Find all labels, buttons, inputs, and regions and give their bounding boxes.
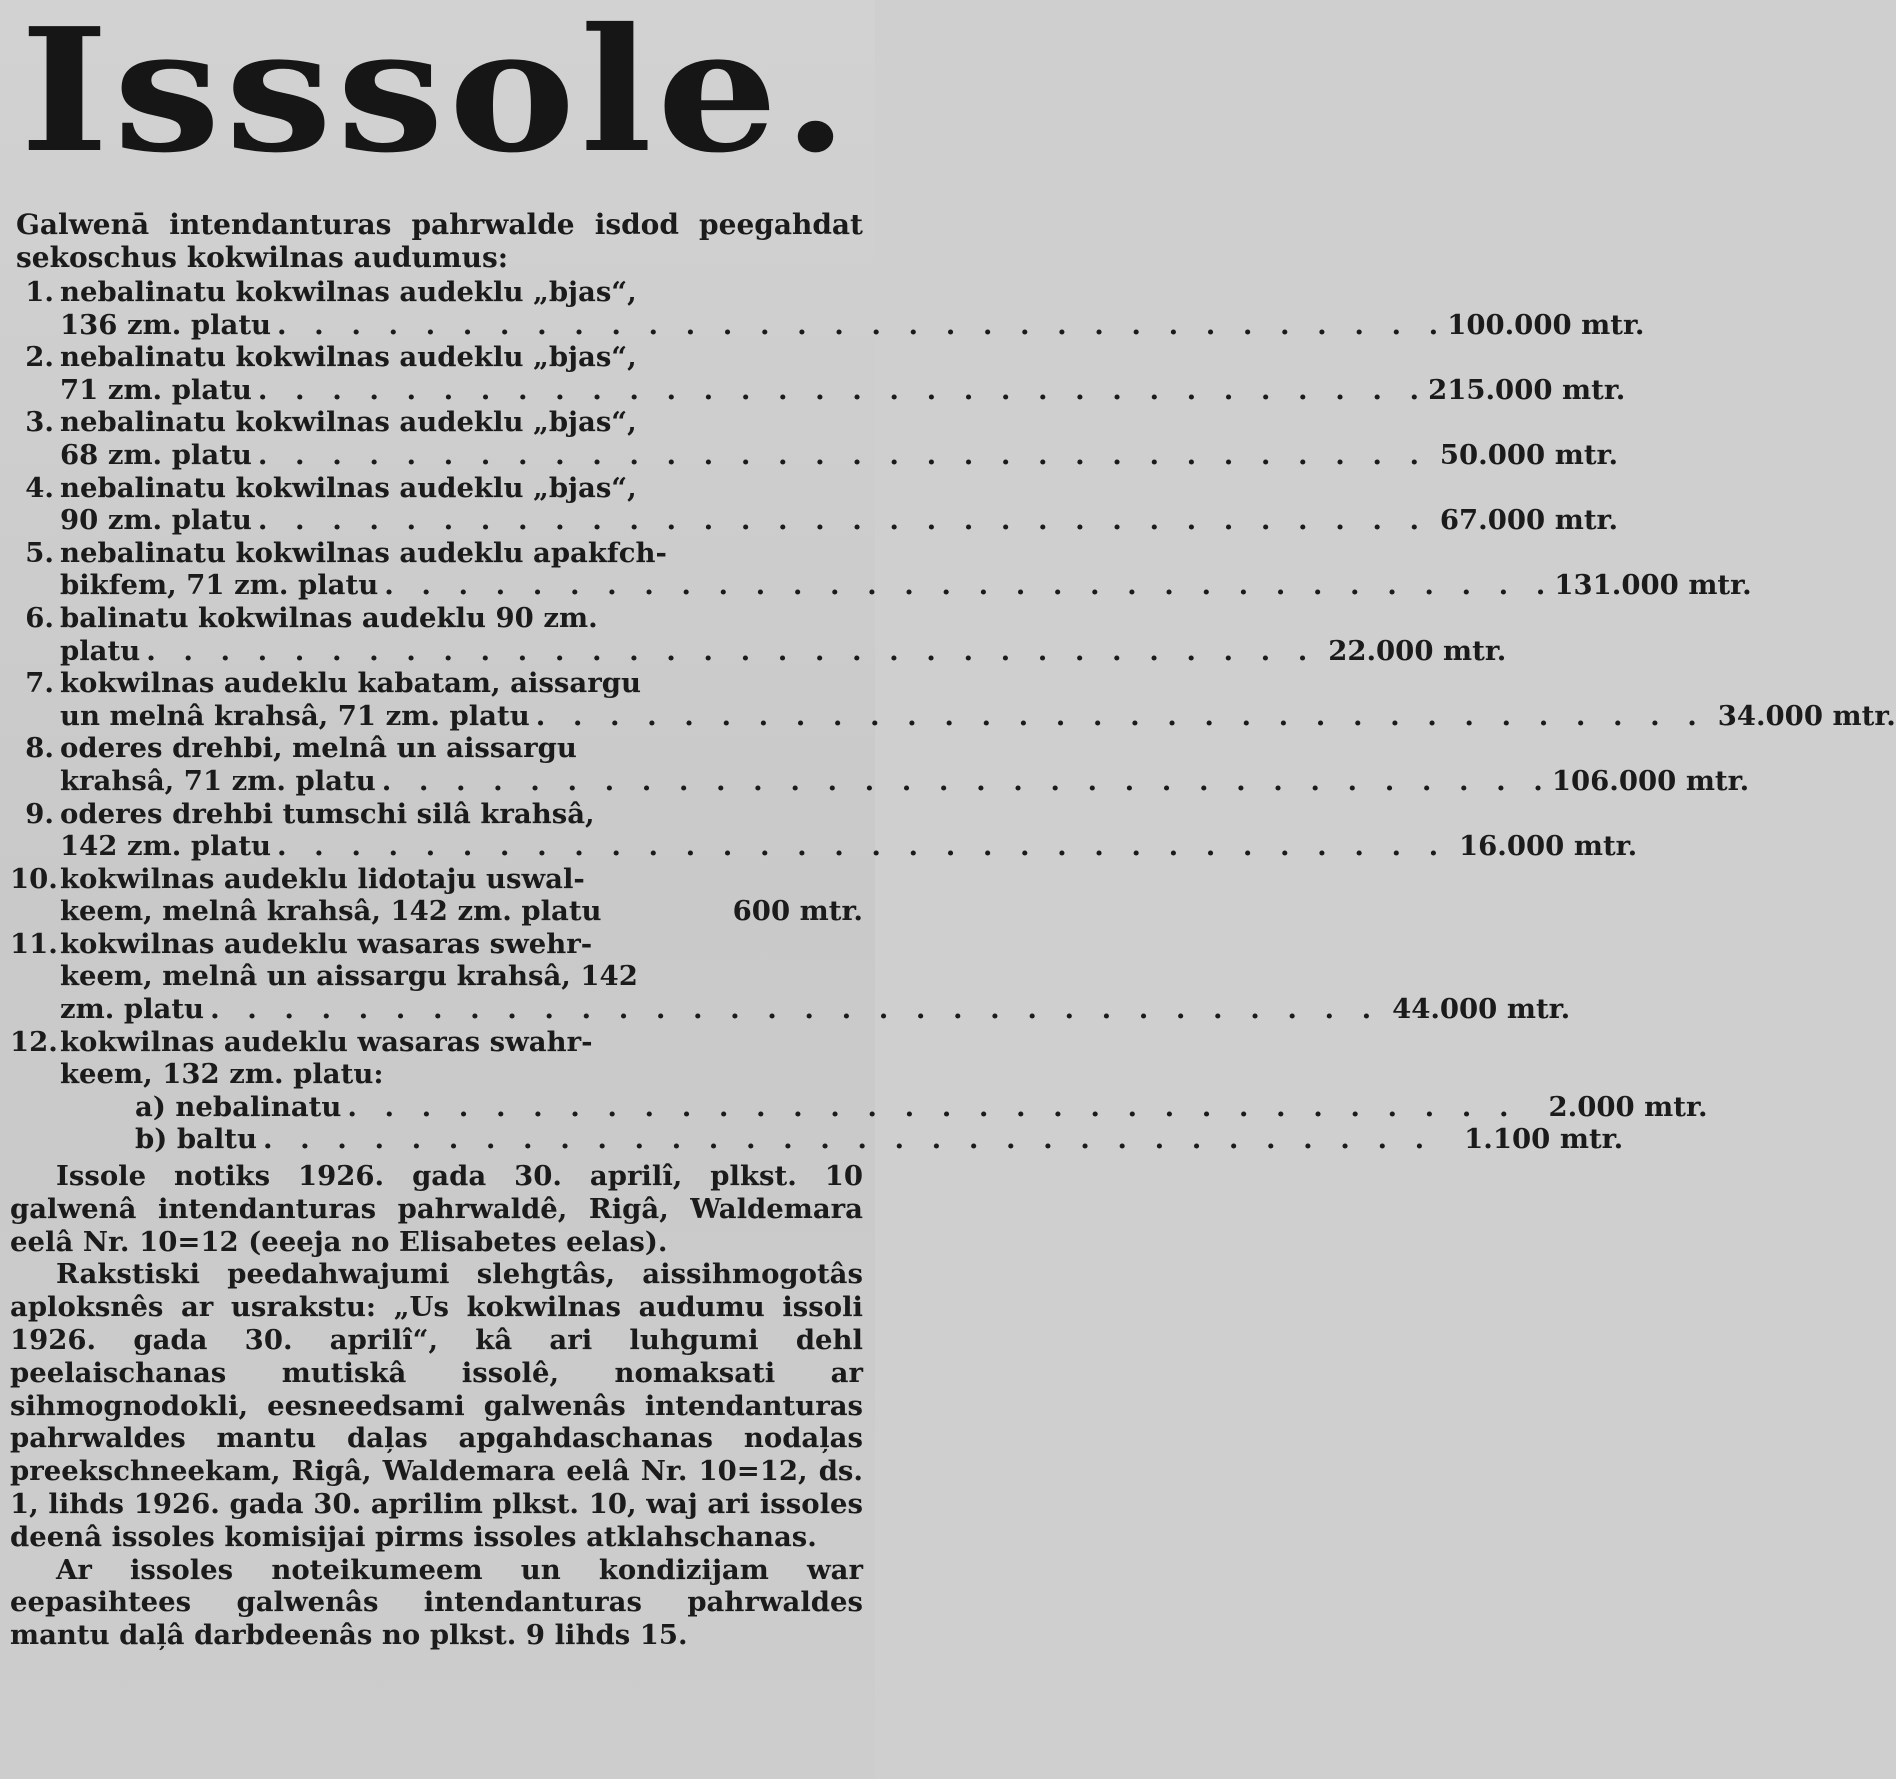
item-continuation [10, 308, 1645, 342]
item-description: 90 zm. platu [60, 504, 252, 537]
item-first-line [10, 667, 863, 700]
item-continuation [10, 895, 863, 928]
sub-item [10, 1123, 1624, 1156]
item-first-line [10, 928, 863, 961]
sub-item [10, 1090, 1708, 1124]
sub-item-amount: 2.000 mtr. [1548, 1090, 1708, 1123]
item-continuation [10, 1058, 863, 1091]
item-description: nebalinatu kokwilnas audeklu „bjas“, [60, 276, 637, 308]
notice-paragraph: Ar issoles noteikumeem un kondizijam war eepasihtees galwenâs intendanturas pahrwaldes mantu daļâ darbdeenâs no plkst. 9 lihds 15. [10, 1553, 863, 1652]
item-description: 136 zm. platu [60, 308, 272, 341]
leader-dots: . . . . . . . . . . . . . . . . . . . . . . . . . . . . . . . . [257, 373, 1429, 406]
item-description: keem, melnâ un aissargu krahsâ, 142 [60, 960, 638, 993]
notice-title: Isssole. [19, 0, 854, 191]
leader-dots: . . . . . . . . . . . . . . . . . . . . . . . . . . . . . . . . [210, 993, 1381, 1026]
item-description: nebalinatu kokwilnas audeklu „bjas“, [60, 406, 637, 439]
item-description: oderes drehbi tumschi silâ krahsâ, [60, 797, 595, 830]
item-number: 3. [25, 406, 54, 439]
item-first-line [10, 276, 863, 309]
item-continuation [10, 993, 1571, 1026]
item-continuation [10, 699, 1896, 733]
list-item [10, 341, 1626, 406]
item-amount: 215.000 mtr. [1428, 373, 1626, 406]
leader-space [602, 895, 673, 928]
item-amount: 131.000 mtr. [1554, 569, 1752, 602]
item-number: 5. [25, 536, 54, 569]
item-continuation [10, 438, 1619, 472]
item-number: 12. [10, 1025, 58, 1058]
item-continuation [10, 960, 863, 993]
leader-dots: . . . . . . . . . . . . . . . . . . . . . . . . . . . . . . . . [257, 504, 1429, 537]
item-description: krahsâ, 71 zm. platu [60, 764, 376, 797]
item-continuation [10, 764, 1750, 798]
item-description: balinatu kokwilnas audeklu 90 zm. [60, 601, 598, 634]
leader-dots: . . . . . . . . . . . . . . . . . . . . . . . . . . . . . . . . [263, 1123, 1434, 1156]
list-item [10, 732, 1750, 797]
item-description: keem, 132 zm. platu: [60, 1058, 384, 1091]
item-description: nebalinatu kokwilnas audeklu „bjas“, [60, 471, 637, 504]
item-number: 2. [25, 341, 54, 374]
leader-dots: . . . . . . . . . . . . . . . . . . . . . . . . . . . . . . . . [277, 830, 1448, 863]
item-continuation [10, 569, 1752, 602]
item-number: 7. [25, 667, 54, 700]
item-first-line [10, 537, 863, 570]
notice-paragraph: Issole notiks 1926. gada 30. aprilî, plkst. 10 galwenâ intendanturas pahrwaldê, Rigâ, Waldemara eelâ Nr. 10=12 (eeeja no Elisabetes eelas). [10, 1160, 863, 1258]
item-amount: 22.000 mtr. [1328, 634, 1507, 667]
item-number: 1. [25, 276, 54, 308]
item-first-line [10, 798, 863, 831]
leader-dots: . . . . . . . . . . . . . . . . . . . . . . . . . . . . . . . . [277, 308, 1448, 341]
sub-item-label: a) nebalinatu [135, 1090, 342, 1123]
item-description: kokwilnas audeklu lidotaju uswal- [60, 862, 585, 895]
item-amount: 600 mtr. [732, 895, 863, 928]
list-item [10, 471, 1619, 537]
leader-dots: . . . . . . . . . . . . . . . . . . . . . . . . . . . . . . . . [146, 634, 1317, 667]
item-number: 9. [25, 797, 54, 830]
leader-dots: . . . . . . . . . . . . . . . . . . . . . . . . . . . . . . . . [347, 1090, 1518, 1123]
item-description: keem, melnâ krahsâ, 142 zm. platu [60, 895, 602, 928]
list-item [10, 536, 1752, 602]
item-continuation [10, 373, 1626, 407]
item-first-line [10, 406, 863, 439]
item-amount: 67.000 mtr. [1439, 504, 1619, 537]
item-list [10, 276, 1896, 1156]
item-amount: 16.000 mtr. [1459, 830, 1638, 863]
item-description: oderes drehbi, melnâ un aissargu [60, 732, 577, 765]
item-continuation [10, 634, 1507, 668]
list-item [10, 601, 1507, 667]
item-first-line [10, 472, 863, 505]
item-amount: 44.000 mtr. [1392, 993, 1571, 1026]
notice-paragraphs [10, 1160, 863, 1652]
item-description: nebalinatu kokwilnas audeklu „bjas“, [60, 341, 637, 374]
list-item [10, 667, 1896, 732]
item-number: 8. [25, 732, 54, 765]
item-continuation [10, 830, 1638, 863]
item-amount: 106.000 mtr. [1551, 764, 1750, 797]
item-description: 142 zm. platu [60, 830, 272, 863]
item-description: un melnâ krahsâ, 71 zm. platu [60, 699, 530, 732]
leader-dots: . . . . . . . . . . . . . . . . . . . . . . . . . . . . . . . . [381, 764, 1552, 797]
notice-paragraph: Rakstiski peedahwajumi slehgtâs, aissihmogotâs aploksnês ar usrakstu: „Us kokwilnas audumu issoli 1926. gada 30. aprilî“, kâ ari luhgumi dehl peelaischanas mutiskâ issolê, nomaksati ar sihmognodokli, eesneedsami galwenâs intendanturas pahrwaldes mantu daļas apgahdaschanas nodaļas preekschneekam, Rigâ, Waldemara eelâ Nr. 10=12, ds. 1, lihds 1926. gada 30. aprilim plkst. 10, waj ari issoles deenâ issoles komisijai pirms issoles atklahschanas. [10, 1258, 863, 1553]
item-first-line [10, 1026, 863, 1059]
item-description: 68 zm. platu [60, 438, 252, 471]
list-item [10, 927, 1571, 1026]
list-item [10, 1025, 1708, 1156]
item-description: 71 zm. platu [60, 373, 252, 406]
item-description: platu [60, 634, 141, 667]
intro-text: Galwenā intendanturas pahrwalde isdod peegahdat sekoschus kokwilnas audumus: [16, 208, 863, 274]
item-description: kokwilnas audeklu wasaras swehr- [60, 927, 593, 960]
leader-dots: . . . . . . . . . . . . . . . . . . . . . . . . . . . . . . . . [535, 699, 1706, 732]
item-amount: 100.000 mtr. [1447, 308, 1645, 341]
leader-dots: . . . . . . . . . . . . . . . . . . . . . . . . . . . . . . . . [257, 438, 1429, 471]
sub-item-label: b) baltu [135, 1123, 258, 1156]
item-first-line [10, 863, 863, 896]
item-first-line [10, 602, 863, 635]
item-number: 6. [25, 601, 54, 634]
item-description: nebalinatu kokwilnas audeklu apakfch- [60, 536, 667, 569]
list-item [10, 797, 1638, 863]
item-first-line [10, 341, 863, 374]
item-number: 4. [25, 471, 54, 504]
list-item [10, 276, 1645, 341]
item-description: zm. platu [60, 993, 205, 1026]
item-number: 11. [10, 927, 58, 960]
item-description: bikfem, 71 zm. platu [60, 569, 379, 602]
sub-item-amount: 1.100 mtr. [1464, 1123, 1624, 1156]
list-item [10, 406, 1619, 471]
item-description: kokwilnas audeklu wasaras swahr- [60, 1025, 593, 1058]
item-amount: 34.000 mtr. [1717, 699, 1896, 732]
item-description: kokwilnas audeklu kabatam, aissargu [60, 667, 641, 700]
item-amount: 50.000 mtr. [1439, 438, 1619, 471]
item-number: 10. [10, 862, 58, 895]
leader-dots: . . . . . . . . . . . . . . . . . . . . . . . . . . . . . . . . [384, 569, 1555, 602]
item-first-line [10, 732, 863, 765]
list-item [10, 863, 863, 928]
item-continuation [10, 504, 1619, 537]
